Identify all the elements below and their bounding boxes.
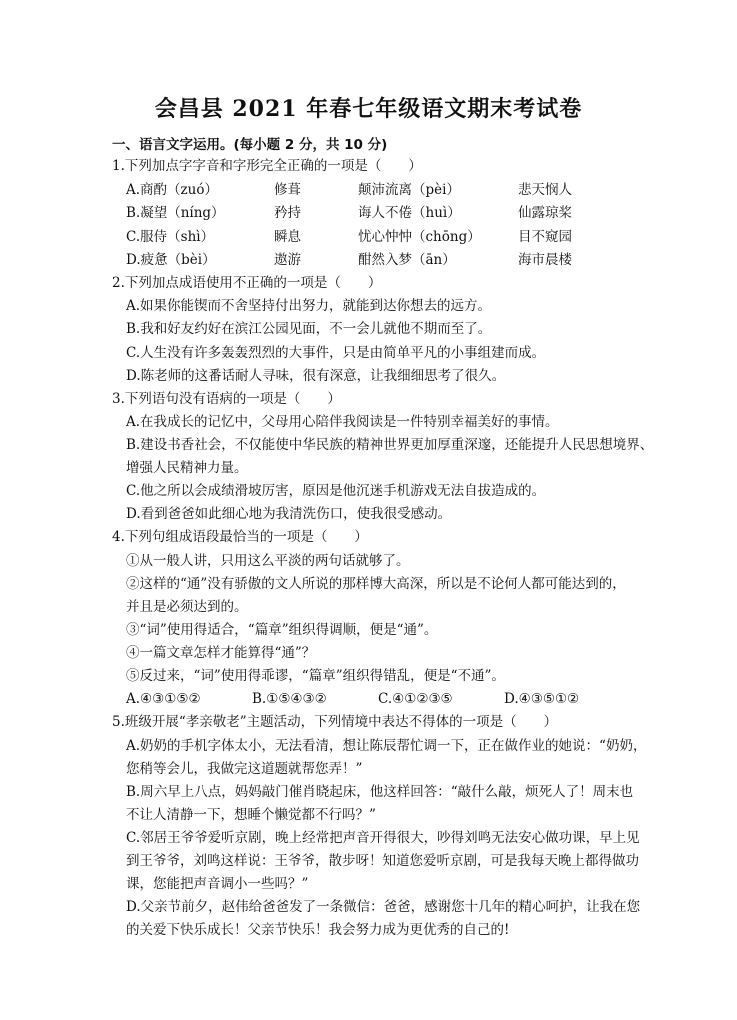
q5-stem: 5.班级开展“孝亲敬老”主题活动，下列情境中表达不得体的一项是（ ） [112,714,558,730]
q3-option-c: C.他之所以会成绩滑坡厉害，原因是他沉迷手机游戏无法自拔造成的。 [126,483,546,499]
q5-option-c-cont2: 课，您能把声音调小一些吗？” [126,876,309,892]
q2-option-a: A.如果你能锲而不舍坚持付出努力，就能到达你想去的远方。 [126,298,492,314]
q4-sentence-2: ②这样的“通”没有骄傲的文人所说的那样博大高深，所以是不论何人都可能达到的， [126,576,626,592]
q4-sentence-3: ③“词”使用得适合，“篇章”组织得调顺，便是“通”。 [126,622,438,638]
q3-option-d: D.看到爸爸如此细心地为我清洗伤口，使我很受感动。 [126,506,452,522]
q5-option-a-cont: 您稍等会儿，我做完这道题就帮您弄！” [126,761,363,777]
exam-title: 会昌县 2021 年春七年级语文期末考试卷 [154,96,583,122]
q4-stem: 4.下列句组成语段最恰当的一项是（ ） [112,529,368,545]
q4-sentence-4: ④一篇文章怎样才能算得“通”？ [126,645,316,661]
q5-option-b-cont: 不让人清静一下，想睡个懒觉都不行吗？” [126,807,376,823]
q1-c-word4: 目不窥园 [518,229,572,245]
q1-stem: 1.下列加点字字音和字形完全正确的一项是（ ） [112,158,422,174]
q3-option-b-cont: 增强人民精神力量。 [126,460,248,476]
q4-choice-d: D.④③⑤①② [504,691,580,707]
q5-option-c: C.邻居王爷爷爱听京剧，晚上经常把声音开得很大，吵得刘鸣无法安心做功课，早上见 [126,830,640,846]
q4-choice-b: B.①⑤④③② [252,691,327,707]
section-1-heading: 一、语言文字运用。(每小题 2 分，共 10 分) [112,137,388,153]
q4-sentence-1: ①从一般人讲，只用这么平淡的两句话就够了。 [126,553,410,569]
q1-c-word2: 瞬息 [274,229,301,245]
q1-b-word4: 仙露琼桨 [518,205,572,221]
q4-choice-c: C.④①②③⑤ [378,691,453,707]
q1-b-word1: B.凝望（níng） [126,205,225,221]
q5-option-a: A.奶奶的手机字体太小，无法看清，想让陈辰帮忙调一下，正在做作业的她说：“奶奶， [126,738,647,754]
q2-option-c: C.人生没有许多轰轰烈烈的大事件，只是由简单平凡的小事组建而成。 [126,345,546,361]
q1-b-word2: 矜持 [274,205,301,221]
q1-d-word1: D.疲惫（bèi） [126,252,216,268]
q1-d-word2: 遨游 [274,252,301,268]
q1-d-word3: 酣然入梦（ān） [358,252,456,268]
q3-option-b: B.建设书香社会，不仅能使中华民族的精神世界更加厚重深邃，还能提升人民思想境界、 [126,437,654,453]
q4-sentence-5: ⑤反过来，“词”使用得乖谬，“篇章”组织得错乱，便是“不通”。 [126,668,505,684]
q4-sentence-2-cont: 并且是必须达到的。 [126,599,248,615]
q1-b-word3: 诲人不倦（huì） [358,205,461,221]
q1-d-word4: 海市晨楼 [518,252,572,268]
q2-option-b: B.我和好友约好在滨江公园见面，不一会儿就他不期而至了。 [126,321,492,337]
q2-option-d: D.陈老师的这番话耐人寻味，很有深意，让我细细思考了很久。 [126,368,506,384]
q4-choice-a: A.④③①⑤② [126,691,201,707]
q1-a-word3: 颠沛流离（pèi） [358,182,460,198]
q5-option-d: D.父亲节前夕，赵伟给爸爸发了一条微信：爸爸，感谢您十几年的精心呵护，让我在您 [126,899,641,915]
q1-a-word1: A.商酌（zuó） [126,182,218,198]
q1-c-word1: C.服侍（shì） [126,229,215,245]
q1-c-word3: 忧心忡忡（chōng） [358,229,481,245]
q3-stem: 3.下列语句没有语病的一项是（ ） [112,391,341,407]
q5-option-b: B.周六早上八点，妈妈敲门催肖晓起床，他这样回答：“敲什么敲，烦死人了！周末也 [126,784,634,800]
q5-option-d-cont: 的关爱下快乐成长！父亲节快乐！我会努力成为更优秀的自己的! [126,922,510,938]
q1-a-word4: 悲天悯人 [518,182,572,198]
q3-option-a: A.在我成长的记忆中，父母用心陪伴我阅读是一件特别幸福美好的事情。 [126,414,559,430]
q2-stem: 2.下列加点成语使用不正确的一项是（ ） [112,275,382,291]
q5-option-c-cont1: 到王爷爷，刘鸣这样说：王爷爷，散步呀！知道您爱听京剧，可是我每天晚上都得做功 [126,853,639,869]
q1-a-word2: 修葺 [274,182,301,198]
